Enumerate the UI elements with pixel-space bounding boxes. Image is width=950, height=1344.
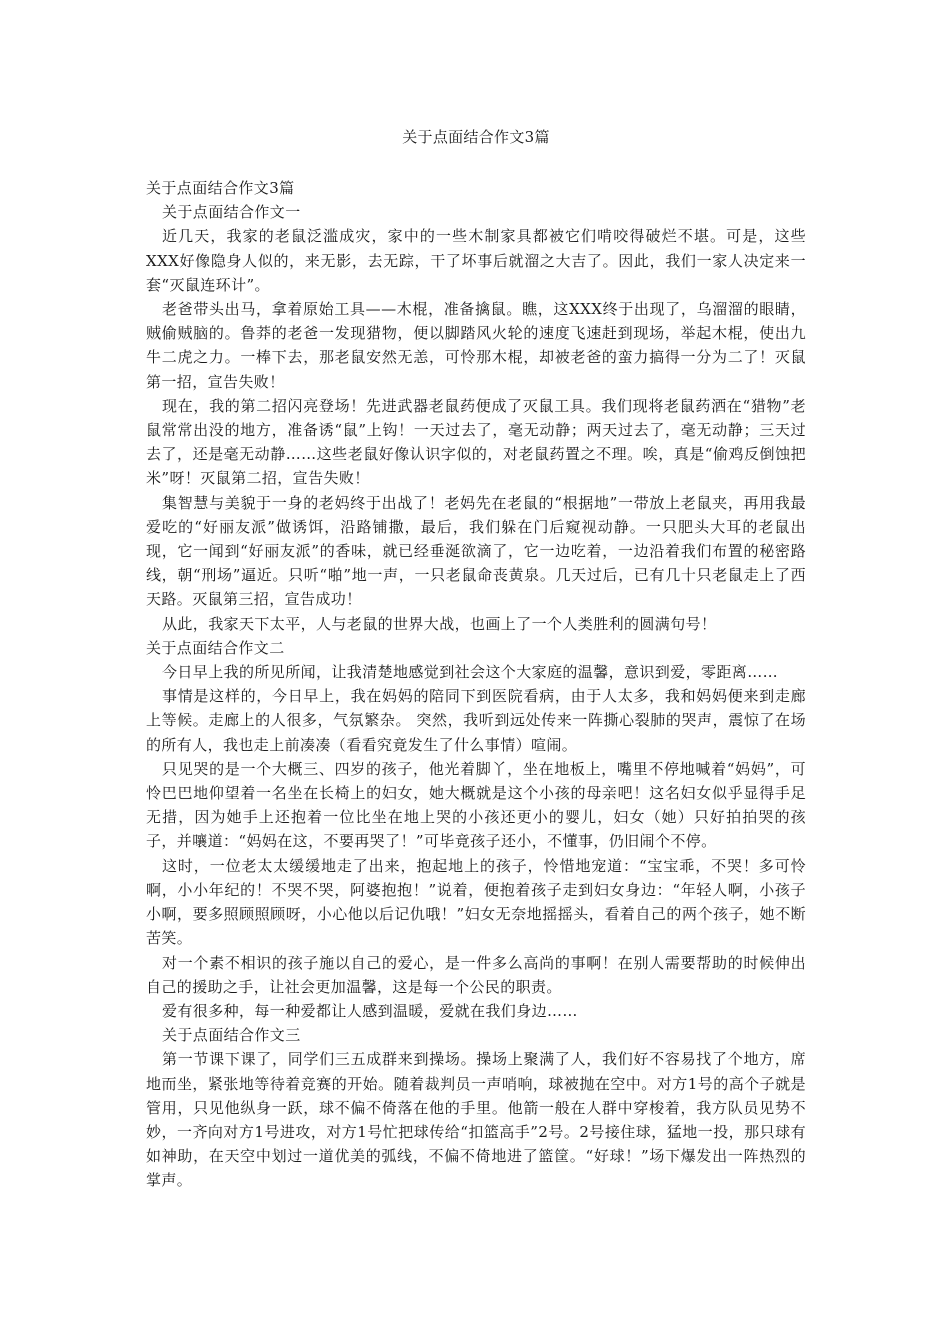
document-title: 关于点面结合作文3篇 [402,128,550,146]
essay-1-title: 关于点面结合作文一 [162,203,301,222]
essay-2-paragraph: 只见哭的是一个大概三、四岁的孩子，他光着脚丫，坐在地板上，嘴里不停地喊着“妈妈”，可怜巴巴地仰望着一名坐在长椅上的妇女，她大概就是这个小孩的母亲吧！这名妇女似乎显得手足无措，因为她手上还抱着一位比坐在地上哭的小孩还更小的婴儿，妇女（她）只好拍拍哭的孩子，并嚷道：“妈妈在这，不要再哭了！”可毕竟孩子还小，不懂事，仍旧闹个不停。 [146,759,806,851]
essay-2-paragraph: 事情是这样的，今日早上，我在妈妈的陪同下到医院看病，由于人太多，我和妈妈便来到走廊上等候。走廊上的人很多，气氛繁杂。 突然，我听到远处传来一阵撕心裂肺的哭声，震惊了在场的所有人，我也走上前凑凑（看看究竟发生了什么事情）喧闹。 [146,687,806,754]
essay-3-title: 关于点面结合作文三 [162,1026,301,1045]
essay-1-paragraph: 老爸带头出马，拿着原始工具——木棍，准备擒鼠。瞧，这XXX终于出现了，乌溜溜的眼睛，贼偷贼脑的。鲁莽的老爸一发现猎物，便以脚踏风火轮的速度飞速赶到现场，举起木棍，使出九牛二虎之力。一棒下去，那老鼠安然无恙，可怜那木棍，却被老爸的蛮力搞得一分为二了！灭鼠第一招，宣告失败！ [146,300,806,391]
essay-3-paragraph: 第一节课下课了，同学们三五成群来到操场。操场上聚满了人，我们好不容易找了个地方，席地而坐，紧张地等待着竞赛的开始。随着裁判员一声哨响，球被抛在空中。对方1号的高个子就是管用，只见他纵身一跃，球不偏不倚落在他的手里。他箭一般在人群中穿梭着，我方队员见势不妙，一齐向对方1号进攻，对方1号忙把球传给“扣篮高手”2号。2号接住球，猛地一投，那只球有如神助，在天空中划过一道优美的弧线，不偏不倚地进了篮筐。“好球！”场下爆发出一阵热烈的掌声。 [146,1050,806,1190]
essay-1-paragraph: 集智慧与美貌于一身的老妈终于出战了！老妈先在老鼠的“根据地”一带放上老鼠夹，再用我最爱吃的“好丽友派”做诱饵，沿路铺撒，最后，我们躲在门后窥视动静。一只肥头大耳的老鼠出现，它一闻到“好丽友派”的香味，就已经垂涎欲滴了，它一边吃着，一边沿着我们布置的秘密路线，朝“刑场”逼近。只听“啪”地一声，一只老鼠命丧黄泉。几天过后，已有几十只老鼠走上了西天路。灭鼠第三招，宣告成功！ [146,493,806,609]
essay-2-paragraph: 对一个素不相识的孩子施以自己的爱心，是一件多么高尚的事啊！在别人需要帮助的时候伸出自己的援助之手，让社会更加温馨，这是每一个公民的职责。 [146,953,806,996]
essay-2-title: 关于点面结合作文二 [146,638,285,657]
essay-1-paragraph: 近几天，我家的老鼠泛滥成灾，家中的一些木制家具都被它们啃咬得破烂不堪。可是，这些XXX好像隐身人似的，来无影，去无踪，干了坏事后就溜之大吉了。因此，我们一家人决定来一套“灭鼠连环计”。 [146,227,806,294]
essay-1-paragraph: 从此，我家天下太平，人与老鼠的世界大战，也画上了一个人类胜利的圆满句号！ [162,614,717,633]
document-page [146,0,806,1344]
essay-2-paragraph: 今日早上我的所见所闻，让我清楚地感觉到社会这个大家庭的温馨，意识到爱，零距离…… [162,663,779,682]
essay-2-paragraph: 爱有很多种，每一种爱都让人感到温暖，爱就在我们身边…… [162,1001,578,1020]
document-heading: 关于点面结合作文3篇 [146,179,295,197]
essay-1-paragraph: 现在，我的第二招闪亮登场！先进武器老鼠药便成了灭鼠工具。我们现将老鼠药洒在“猎物”老鼠常常出没的地方，准备诱“鼠”上钩！一天过去了，毫无动静；两天过去了，毫无动静；三天过去了，还是毫无动静……这些老鼠好像认识字似的，对老鼠药置之不理。唉，真是“偷鸡反倒蚀把米”呀！灭鼠第二招，宣告失败！ [146,396,806,488]
document-body [146,176,806,1193]
essay-2-paragraph: 这时，一位老太太缓缓地走了出来，抱起地上的孩子，怜惜地宠道：“宝宝乖，不哭！多可怜啊，小小年纪的！不哭不哭，阿婆抱抱！”说着，便抱着孩子走到妇女身边：“年轻人啊，小孩子小啊，要多照顾照顾呀，小心他以后记仇哦！”妇女无奈地摇摇头，看着自己的两个孩子，她不断苦笑。 [146,856,806,948]
